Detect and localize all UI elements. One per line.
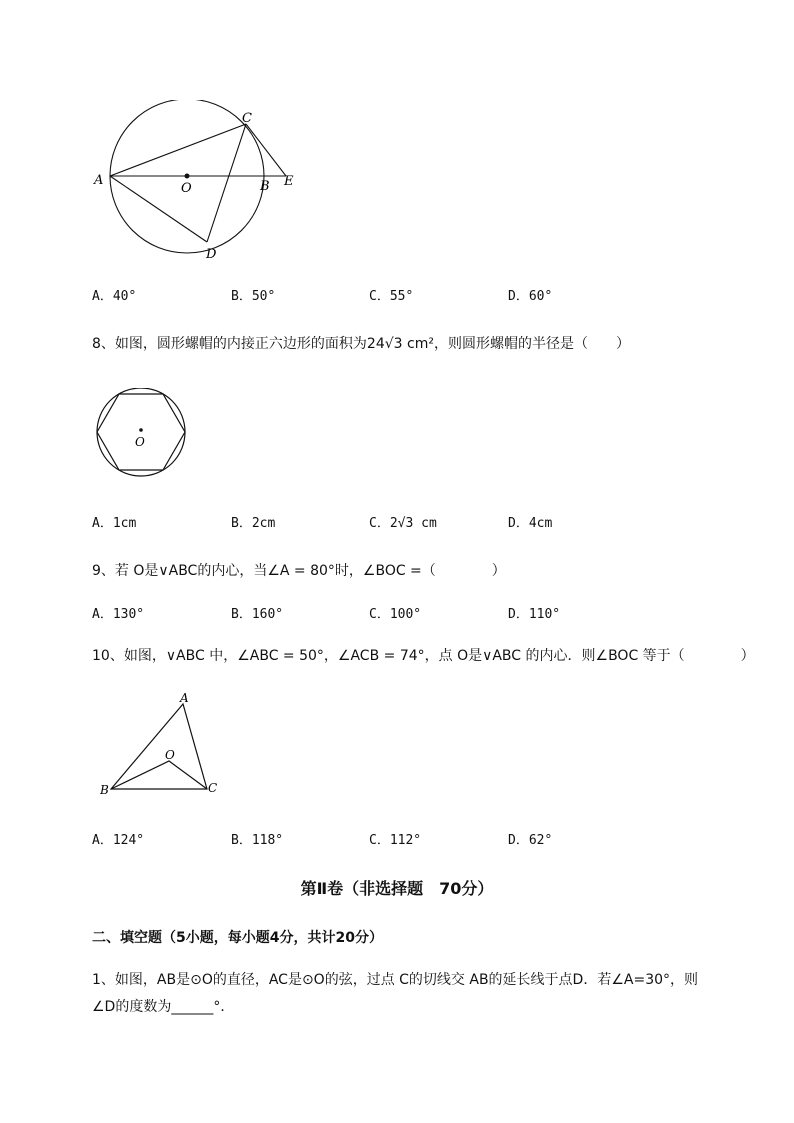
q7-option-d[interactable]: D．60° (508, 289, 553, 304)
figure-q10-triangle (96, 690, 226, 800)
center-point (185, 174, 190, 179)
fill-question-1-line-1: 1、如图，AB是⊙O的直径，AC是⊙O的弦，过点 C的切线交 AB的延长线于点D．若∠A=30°，则 (92, 972, 699, 988)
figure-q8-hexagon (92, 388, 192, 478)
label-b: B (100, 783, 109, 797)
q8-option-d[interactable]: D．4cm (508, 516, 553, 531)
chord-ac (110, 124, 246, 176)
q7-option-c[interactable]: C．55° (369, 289, 414, 304)
question-8: 8、如图，圆形螺帽的内接正六边形的面积为24√3 cm²，则圆形螺帽的半径是（ ） (92, 336, 630, 352)
label-d: D (206, 247, 217, 262)
fill-question-1-line-2: ∠D的度数为______°． (92, 999, 235, 1015)
label-o: O (165, 748, 175, 762)
q9-option-d[interactable]: D．110° (508, 607, 561, 622)
q7-option-a[interactable]: A．40° (92, 289, 137, 304)
q10-option-a[interactable]: A．124° (92, 833, 145, 848)
tangent-ce (246, 124, 286, 176)
inscribed-hexagon (97, 394, 185, 470)
triangle-abc (111, 704, 207, 789)
q9-option-b[interactable]: B．160° (231, 607, 284, 622)
section-2-heading: 二、填空题（5小题，每小题4分，共计20分） (92, 930, 383, 946)
q9-option-a[interactable]: A．130° (92, 607, 145, 622)
label-a: A (180, 691, 189, 705)
q9-option-c[interactable]: C．100° (369, 607, 422, 622)
label-c: C (242, 111, 252, 126)
part-2-title: 第Ⅱ卷（非选择题 70分） (300, 879, 494, 898)
center-point (139, 428, 143, 432)
q10-option-b[interactable]: B．118° (231, 833, 284, 848)
question-10: 10、如图，∨ABC 中，∠ABC = 50°，∠ACB = 74°，点 O是∨ABC 的内心．则∠BOC 等于（ ） (92, 648, 755, 664)
segments-bo-oc (111, 761, 207, 789)
q8-option-a[interactable]: A．1cm (92, 516, 137, 531)
q8-option-b[interactable]: B．2cm (231, 516, 276, 531)
label-o: O (181, 181, 192, 196)
label-e: E (284, 174, 294, 189)
chord-cd (207, 124, 246, 242)
chord-ad (110, 176, 207, 242)
q10-option-d[interactable]: D．62° (508, 833, 553, 848)
figure-q7-circle (88, 100, 308, 270)
q10-option-c[interactable]: C．112° (369, 833, 422, 848)
q7-option-b[interactable]: B．50° (231, 289, 276, 304)
nut-circle (97, 388, 185, 476)
label-a: A (94, 173, 104, 188)
question-9: 9、若 O是∨ABC的内心，当∠A = 80°时，∠BOC =（ ） (92, 563, 506, 579)
q8-option-c[interactable]: C．2√3 cm (369, 516, 437, 531)
label-o: O (135, 435, 145, 449)
label-b: B (260, 179, 270, 194)
label-c: C (208, 781, 218, 795)
